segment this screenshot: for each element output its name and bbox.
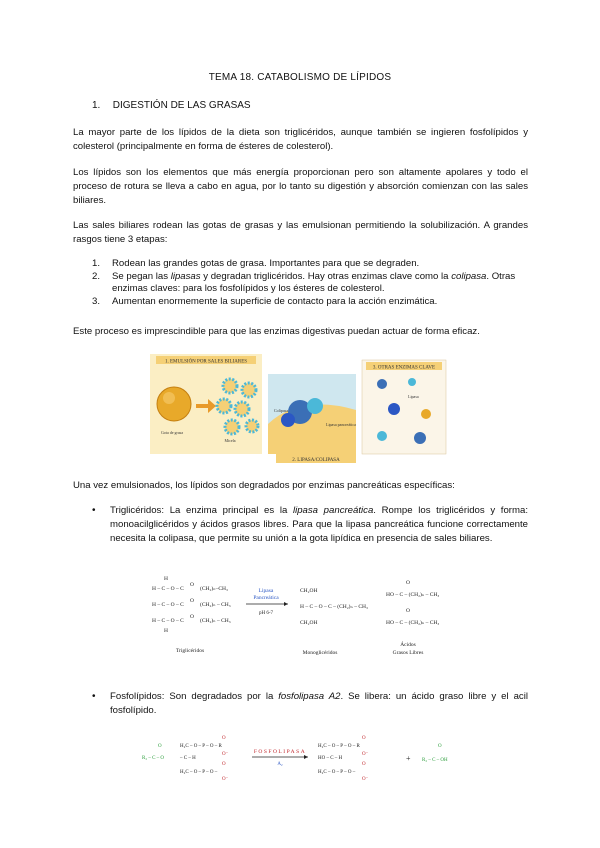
svg-text:– C – H: – C – H: [180, 756, 196, 761]
enzyme-domain: [281, 413, 295, 427]
list-text: . Otras enzimas claves: para los fosfolípidos y los ésteres de colesterol.: [112, 270, 516, 295]
list-text: Aumentan enormemente la superficie de contacto para la acción enzimática.: [112, 295, 438, 307]
svg-text:H₂C – O – P – O – R: H₂C – O – P – O – R: [318, 744, 360, 749]
svg-text:O⁻: O⁻: [222, 777, 229, 781]
bullet-icon: •: [92, 505, 96, 516]
phospholipase-label: FOSFOLIPASA: [253, 749, 307, 755]
bullet-phospholipids: [92, 690, 528, 718]
free-fatty-acid-structure: [422, 744, 448, 763]
lysophospholipid-structure: [318, 736, 369, 781]
svg-text:O: O: [406, 580, 410, 586]
arrow-head-icon: [284, 602, 288, 606]
label-fa-2: Grasos Libres: [392, 650, 424, 656]
enzyme-icon: [377, 379, 387, 389]
label-micelle: Micela: [224, 438, 236, 443]
phospholipase-reaction: [140, 733, 470, 781]
svg-text:CH₂OH: CH₂OH: [300, 588, 318, 594]
list-text-italic: colipasa: [451, 270, 487, 282]
stages-list: [92, 258, 532, 308]
svg-text:O: O: [190, 598, 194, 604]
svg-text:R₂ – C – O: R₂ – C – O: [142, 756, 165, 761]
triglyceride-reaction: [150, 574, 450, 664]
svg-text:O: O: [438, 744, 442, 749]
label-monoglycerides: Monoglicéridos: [302, 650, 338, 656]
bullet-text-italic: fosfolipasa A2: [278, 691, 341, 702]
list-text: y degradan triglicéridos. Hay otras enzimas clave como la: [200, 270, 452, 282]
enzyme-label: Lipasa: [258, 588, 274, 594]
phospholipid-structure: [142, 736, 229, 781]
fat-droplet: [157, 387, 191, 421]
bullet-text: . Rompe los triglicéridos y forma: monoacilglicéridos y ácidos grasos libres. Para que la lipasa pancreática funcione correctamente necesita la colipasa, que permite su unión a la gota lipídica en presencia de sales biliares.: [110, 505, 528, 544]
svg-text:O: O: [362, 736, 366, 741]
paragraph-bile-salts: Las sales biliares rodean las gotas de grasas y las emulsionan permitiendo la solubilización. A grandes rasgos tiene 3 etapas:: [73, 220, 528, 245]
label-lipase-small: Lipasa: [408, 394, 419, 399]
list-number: 3.: [92, 295, 101, 307]
list-item: [92, 258, 532, 271]
bullet-icon: •: [92, 691, 96, 702]
arrow-head-icon: [304, 755, 308, 759]
svg-text:O: O: [158, 744, 162, 749]
svg-text:HO – C – (CH₂)ₙ – CH₃: HO – C – (CH₂)ₙ – CH₃: [386, 620, 440, 626]
label-enzymes: 3. OTRAS ENZIMAS CLAVE: [372, 365, 436, 371]
label-fa-1: Ácidos: [400, 642, 416, 648]
list-item: [92, 271, 532, 296]
label-triglycerides: Triglicéridos: [175, 648, 205, 654]
enzyme-label-2: Pancreática: [253, 595, 279, 601]
bullet-text: Triglicéridos: La enzima principal es la: [110, 505, 293, 516]
chain-text: (CH₂)ₙ–CH₃: [200, 586, 228, 592]
enzyme-icon: [414, 432, 426, 444]
svg-text:O: O: [362, 762, 366, 767]
label-emulsion: 1. EMULSIÓN POR SALES BILIARES: [164, 359, 248, 365]
chain-text: (CH₂)ₙ – CH₃: [200, 618, 231, 624]
fatty-acid-structure: [386, 580, 439, 626]
list-number: 1.: [92, 258, 101, 269]
bullet-triglycerides: [92, 504, 528, 545]
page-title: TEMA 18. CATABOLISMO DE LÍPIDOS: [208, 72, 392, 83]
phospholipase-sub: A₂: [277, 762, 283, 767]
paragraph-intro: La mayor parte de los lípidos de la dieta son triglicéridos, aunque también se ingieren fosfolípidos y colesterol (principalmente en forma de ésteres de colesterol).: [73, 127, 528, 152]
svg-text:H – C – O – C – (CH₂)ₙ – CH₃: H – C – O – C – (CH₂)ₙ – CH₃: [300, 604, 368, 610]
chain-text: (CH₂)ₙ – CH₃: [200, 602, 231, 608]
svg-text:O: O: [190, 582, 194, 588]
label-lipase-panc: Lipasa pancreática: [326, 422, 356, 427]
panel-enzymes: [362, 360, 446, 454]
svg-text:CH₂OH: CH₂OH: [300, 620, 318, 626]
svg-text:H₂C – O – P – O –: H₂C – O – P – O –: [318, 770, 356, 775]
svg-text:H – C – O – C: H – C – O – C: [152, 586, 184, 592]
monoglyceride-structure: [300, 588, 368, 626]
paragraph-energy: Los lípidos son los elementos que más energía proporcionan pero son altamente apolares y todo el proceso de rotura se lleva a cabo en agua, por lo tanto su digestión y absorción comienzan con las sales biliares.: [73, 167, 528, 206]
section-title: DIGESTIÓN DE LAS GRASAS: [112, 100, 251, 111]
triglyceride-structure: [152, 576, 231, 634]
enzyme-icon: [408, 378, 416, 386]
colipase-enzyme: [307, 398, 323, 414]
paragraph-emulsified: Una vez emulsionados, los lípidos son degradados por enzimas pancreáticas específicas:: [73, 480, 455, 491]
svg-text:H: H: [164, 628, 168, 634]
enzyme-icon: [421, 409, 431, 419]
emulsion-figure: [150, 354, 450, 464]
enzyme-icon: [388, 403, 400, 415]
section-heading: [92, 100, 251, 111]
section-number: 1.: [92, 100, 101, 111]
list-text: Rodean las grandes gotas de grasa. Importantes para que se degraden.: [112, 258, 420, 269]
svg-text:O⁻: O⁻: [362, 752, 369, 757]
bullet-text: Fosfolípidos: Son degradados por la: [110, 691, 279, 702]
fat-highlight: [163, 392, 175, 404]
list-number: 2.: [92, 270, 101, 282]
svg-text:O: O: [222, 762, 226, 767]
list-item: [92, 296, 532, 309]
svg-text:O: O: [222, 736, 226, 741]
svg-text:HO – C – H: HO – C – H: [318, 756, 343, 761]
condition-label: pH 6-7: [258, 611, 274, 616]
label-fat: Gota de grasa: [161, 430, 183, 435]
plus-icon: +: [406, 754, 411, 763]
svg-text:R₂ – C – OH: R₂ – C – OH: [422, 758, 448, 763]
svg-text:H – C – O – C: H – C – O – C: [152, 602, 184, 608]
svg-text:H: H: [164, 576, 168, 582]
label-colipase: Colipasa: [274, 408, 288, 413]
svg-text:H – C – O – C: H – C – O – C: [152, 618, 184, 624]
svg-text:H₂C – O – P – O – R: H₂C – O – P – O – R: [180, 744, 222, 749]
svg-text:HO – C – (CH₂)ₙ – CH₃: HO – C – (CH₂)ₙ – CH₃: [386, 592, 440, 598]
list-text-italic: lipasas: [170, 270, 201, 282]
svg-text:H₂C – O – P – O –: H₂C – O – P – O –: [180, 770, 218, 775]
label-lipase: 2. LIPASA/COLIPASA: [292, 458, 340, 463]
svg-text:O: O: [190, 614, 194, 620]
svg-text:O: O: [406, 608, 410, 614]
svg-text:O⁻: O⁻: [222, 752, 229, 757]
paragraph-process: Este proceso es imprescindible para que las enzimas digestivas puedan actuar de forma eficaz.: [73, 326, 480, 337]
list-text: Se pegan las: [112, 270, 171, 282]
bullet-text: . Se libera: un ácido graso libre y el acil fosfolípido.: [110, 691, 528, 716]
enzyme-icon: [377, 431, 387, 441]
bullet-text-italic: lipasa pancreática: [292, 505, 374, 516]
svg-text:O⁻: O⁻: [362, 777, 369, 781]
